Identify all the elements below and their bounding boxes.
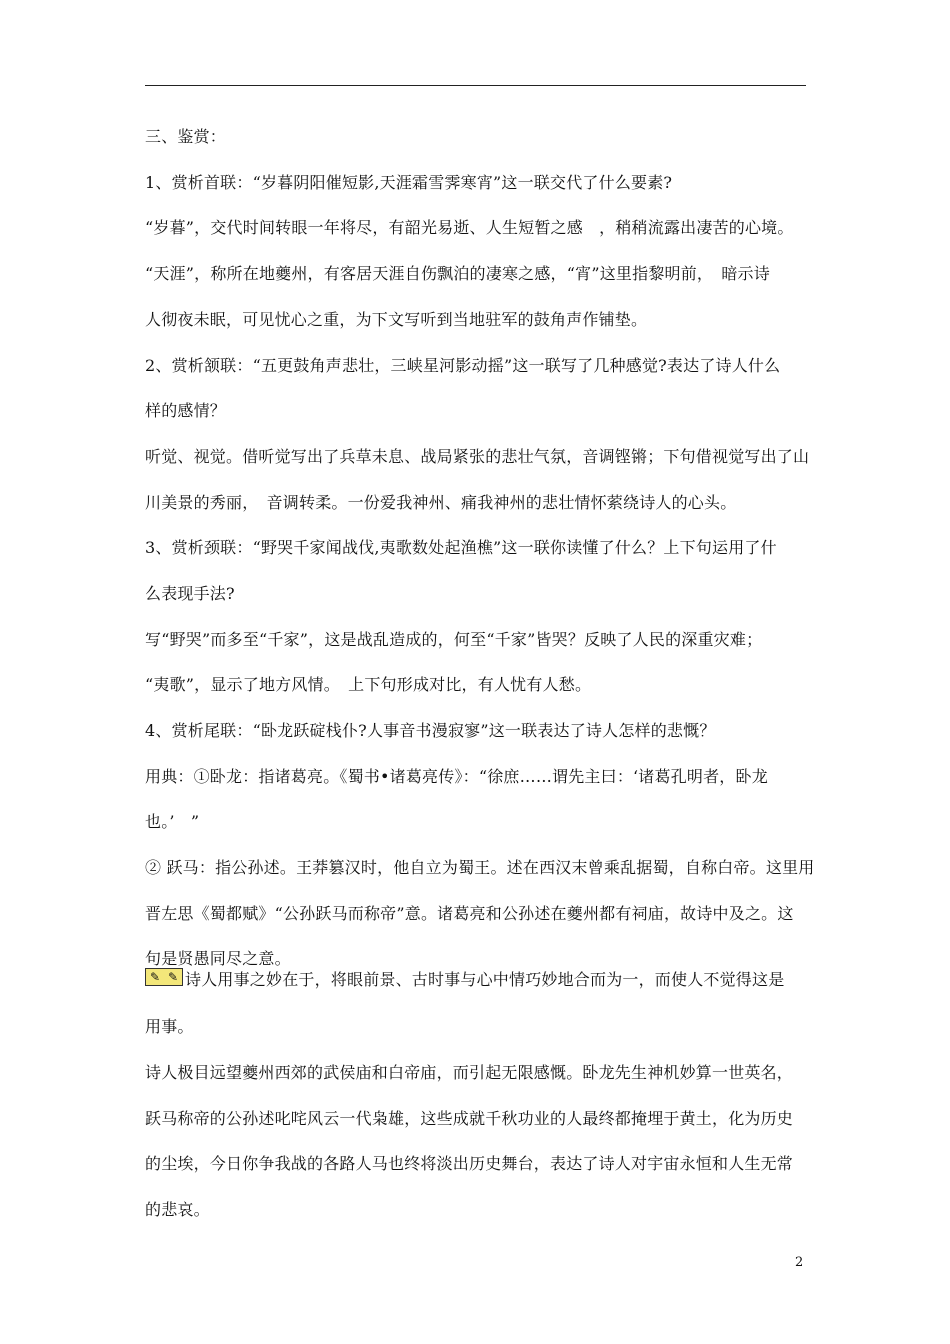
answer-line: 的尘埃，今日你争我战的各路人马也终将淡出历史舞台，表达了诗人对宇宙永恒和人生无常 — [145, 1154, 794, 1173]
answer-line: “夷歌”，显示了地方风情。 上下句形成对比，有人忧有人愁。 — [145, 675, 592, 694]
question-2: 2、赏析颔联：“五更鼓角声悲壮，三峡星河影动摇”这一联写了几种感觉?表达了诗人什么 — [145, 356, 781, 375]
answer-line: 人彻夜未眠，可见忧心之重，为下文写听到当地驻军的鼓角声作铺垫。 — [145, 310, 648, 329]
section-title: 三、鉴赏： — [145, 127, 227, 146]
page-number: 2 — [795, 1255, 804, 1270]
inline-icon-group — [145, 968, 183, 986]
pencil-icon: ✎ — [167, 970, 179, 984]
answer-line: 用典：①卧龙：指诸葛亮。《蜀书•诸葛亮传》：“徐庶……谓先主曰：‘诸葛孔明者，卧龙 — [145, 767, 768, 786]
question-3-cont: 么表现手法? — [145, 584, 235, 603]
answer-line: 用事。 — [145, 1017, 194, 1036]
question-4: 4、赏析尾联：“卧龙跃碇栈仆?人事音书漫寂寥”这一联表达了诗人怎样的悲慨？ — [145, 721, 716, 740]
answer-line: 写“野哭”而多至“千家”，这是战乱造成的，何至“千家”皆哭？反映了人民的深重灾难； — [145, 630, 763, 649]
answer-line: 句是贤愚同尽之意。 — [145, 949, 291, 968]
question-1: 1、赏析首联：“岁暮阴阳催短影,天涯霜雪霁寒宵”这一联交代了什么要素? — [145, 173, 673, 192]
header-rule — [145, 85, 806, 86]
answer-line: 诗人用事之妙在于，将眼前景、古时事与心中情巧妙地合而为一，而使人不觉得这是 — [185, 970, 785, 989]
question-3: 3、赏析颈联：“野哭千家闻战伐,夷歌数处起渔樵”这一联你读懂了什么？上下句运用了什 — [145, 538, 777, 557]
answer-line: “岁暮”，交代时间转眼一年将尽，有韶光易逝、人生短暂之感 ，稍稍流露出凄苦的心境。 — [145, 218, 794, 237]
answer-line: 晋左思《蜀都赋》“公孙跃马而称帝”意。诸葛亮和公孙述在夔州都有祠庙，故诗中及之。这 — [145, 904, 794, 923]
answer-line: 听觉、视觉。借听觉写出了兵草未息、战局紧张的悲壮气氛，音调铿锵；下句借视觉写出了山 — [145, 447, 810, 466]
answer-line: 也。’ ” — [145, 812, 200, 831]
answer-line: “天涯”，称所在地夔州，有客居天涯自伤飘泊的凄寒之感，“宵”这里指黎明前， 暗示诗 — [145, 264, 770, 283]
question-2-cont: 样的感情？ — [145, 401, 227, 420]
pencil-icon: ✎ — [149, 970, 161, 984]
answer-line: ② 跃马：指公孙述。王莽篡汉时，他自立为蜀王。述在西汉末曾乘乱据蜀，自称白帝。这里用 — [145, 858, 815, 877]
answer-line: 跃马称帝的公孙述叱咤风云一代枭雄，这些成就千秋功业的人最终都掩埋于黄土，化为历史 — [145, 1109, 794, 1128]
answer-line: 诗人极目远望夔州西郊的武侯庙和白帝庙，而引起无限感慨。卧龙先生神机妙算一世英名， — [145, 1063, 794, 1082]
answer-line: 的悲哀。 — [145, 1200, 210, 1219]
answer-line: 川美景的秀丽， 音调转柔。一份爱我神州、痛我神州的悲壮情怀萦绕诗人的心头。 — [145, 493, 737, 512]
